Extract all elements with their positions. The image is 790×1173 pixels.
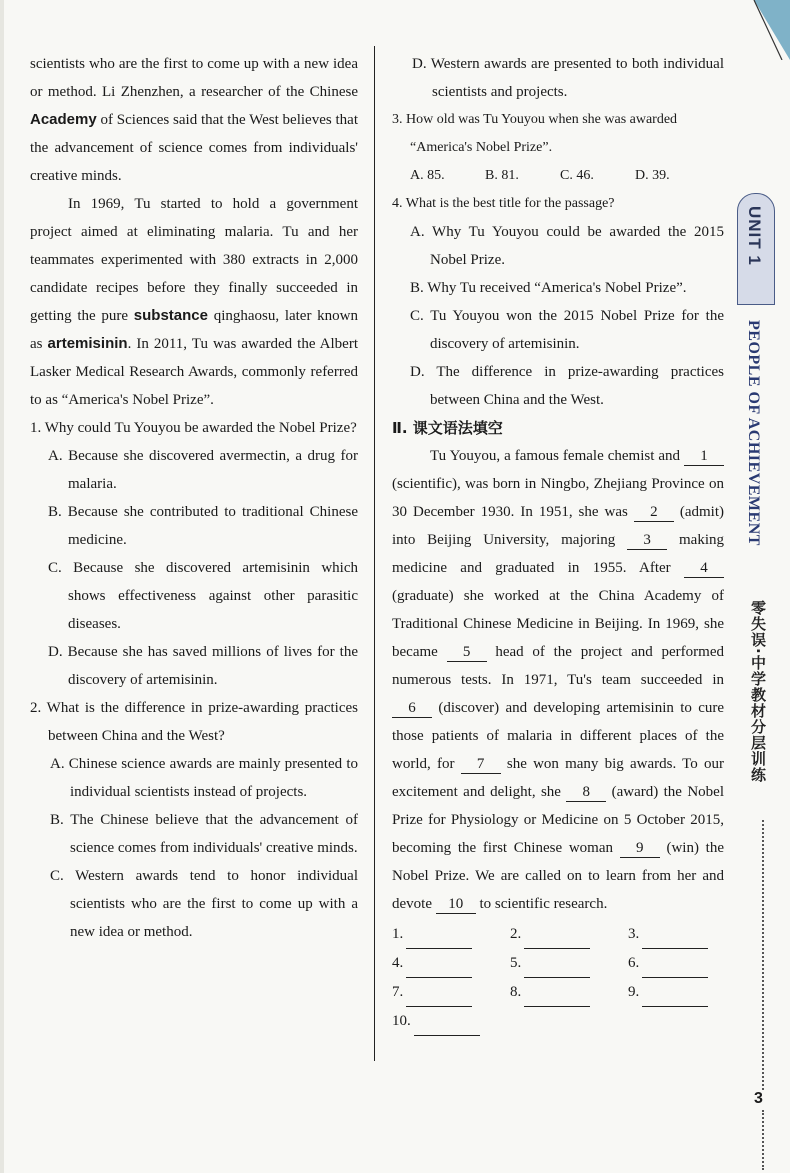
corner-decoration: [742, 0, 790, 60]
answer-3[interactable]: 3.: [628, 920, 746, 949]
answer-4-line[interactable]: [406, 959, 472, 978]
question-4-option-c[interactable]: C. Tu Youyou won the 2015 Nobel Prize for the discovery of artemisinin.: [410, 308, 724, 352]
right-column: [392, 50, 724, 1036]
blank-1: 1: [684, 447, 724, 466]
answer-1[interactable]: 1.: [392, 920, 510, 949]
cloze-passage: Tu Youyou, a famous female chemist and 1 (scientific), was born in Ningbo, Zhejiang Province on 30 December 1930. In 1951, she was 2 (admit) into Beijing University, majoring 3 making medicine and graduated in 1955. After 4 (graduate) she worked at the China Academy of Traditional Chinese Medicine in Beijing. In 1969, she became 5 head of the project and performed numerous tests. In 1971, Tu's team succeeded in 6 (discover) and developing artemisinin to cure those patients of malaria in different places of the world, for 7 she won many big awards. To our excitement and delight, she 8 (award) the Nobel Prize for Physiology or Medicine on 5 October 2015, becoming the first Chinese woman 9 (win) the Nobel Prize. We are called on to learn from her and devote 10 to scientific research.: [392, 448, 724, 912]
answer-10[interactable]: 10.: [392, 1007, 510, 1036]
question-1-option-b[interactable]: B. Because she contributed to traditional Chinese medicine.: [48, 504, 358, 548]
dotted-rule: [762, 820, 766, 1090]
question-3-option-b[interactable]: B. 81.: [485, 168, 519, 183]
question-4-option-d[interactable]: D. The difference in prize-awarding practices between China and the West.: [410, 364, 724, 408]
answer-1-line[interactable]: [406, 930, 472, 949]
question-3-option-a[interactable]: A. 85.: [410, 168, 445, 183]
section-2-title: Ⅱ. 课文语法填空: [392, 419, 503, 437]
question-3-option-d[interactable]: D. 39.: [635, 168, 670, 183]
answer-6-line[interactable]: [642, 959, 708, 978]
question-1-option-c[interactable]: C. Because she discovered artemisinin which shows effectiveness against other parasitic diseases.: [48, 560, 358, 632]
answer-10-line[interactable]: [414, 1017, 480, 1036]
question-2-option-b[interactable]: B. The Chinese believe that the advancement of science comes from individuals' creative minds.: [50, 812, 358, 856]
answer-5[interactable]: 5.: [510, 949, 628, 978]
question-2-option-d[interactable]: D. Western awards are presented to both individual scientists and projects.: [412, 56, 724, 100]
question-2-stem: 2. What is the difference in prize-awarding practices between China and the West?: [30, 700, 358, 744]
unit-label: UNIT 1: [745, 206, 764, 266]
unit-tab: [737, 193, 775, 305]
answer-6[interactable]: 6.: [628, 949, 746, 978]
question-1-option-a[interactable]: A. Because she discovered avermectin, a drug for malaria.: [48, 448, 358, 492]
answer-5-line[interactable]: [524, 959, 590, 978]
answer-9[interactable]: 9.: [628, 978, 746, 1007]
keyword-substance: substance: [133, 307, 208, 324]
question-4-option-a[interactable]: A. Why Tu Youyou could be awarded the 2015 Nobel Prize.: [410, 224, 724, 268]
answer-8-line[interactable]: [524, 988, 590, 1007]
blank-10: 10: [436, 895, 476, 914]
left-column: [30, 50, 358, 946]
dotted-rule-bottom: [762, 1110, 766, 1170]
unit-theme-label: PEOPLE OF ACHIEVEMENT: [745, 320, 762, 546]
question-2-option-c[interactable]: C. Western awards tend to honor individual scientists who are the first to come up with a new idea or method.: [50, 868, 358, 940]
answer-3-line[interactable]: [642, 930, 708, 949]
blank-6: 6: [392, 699, 432, 718]
blank-4: 4: [684, 559, 724, 578]
keyword-artemisinin: artemisinin: [47, 335, 128, 352]
question-4-stem: 4. What is the best title for the passage?: [392, 196, 615, 211]
answer-2-line[interactable]: [524, 930, 590, 949]
question-2-option-a[interactable]: A. Chinese science awards are mainly presented to individual scientists instead of projects.: [50, 756, 358, 800]
blank-8: 8: [566, 783, 606, 802]
question-3-options: [392, 162, 724, 190]
question-1-option-d[interactable]: D. Because she has saved millions of lives for the discovery of artemisinin.: [48, 644, 358, 688]
blank-3: 3: [627, 531, 667, 550]
question-1-stem: 1. Why could Tu Youyou be awarded the Nobel Prize?: [30, 420, 357, 436]
series-title: 零失误·中学教材分层训练: [749, 600, 767, 783]
blank-7: 7: [461, 755, 501, 774]
page-edge: [0, 0, 4, 1173]
answer-grid: [392, 920, 724, 1036]
answer-8[interactable]: 8.: [510, 978, 628, 1007]
question-3-option-c[interactable]: C. 46.: [560, 168, 594, 183]
question-3-stem: 3. How old was Tu Youyou when she was awarded “America's Nobel Prize”.: [392, 112, 678, 155]
blank-2: 2: [634, 503, 674, 522]
page-number: 3: [754, 1090, 763, 1107]
answer-9-line[interactable]: [642, 988, 708, 1007]
blank-9: 9: [620, 839, 660, 858]
answer-7[interactable]: 7.: [392, 978, 510, 1007]
passage-paragraph-1: scientists who are the first to come up with a new idea or method. Li Zhenzhen, a researcher of the Chinese Academy of Sciences said that the West believes that the advancement of science comes from individuals' creative minds.: [30, 56, 358, 184]
question-4-option-b[interactable]: B. Why Tu received “America's Nobel Prize”.: [410, 280, 687, 296]
answer-7-line[interactable]: [406, 988, 472, 1007]
column-divider: [374, 46, 375, 1061]
answer-4[interactable]: 4.: [392, 949, 510, 978]
keyword-academy: Academy: [30, 111, 97, 128]
passage-paragraph-2: In 1969, Tu started to hold a government project aimed at eliminating malaria. Tu and her teammates experimented with 380 extracts in 2,000 candidate recipes before they finally succeeded in getting the pure substance qinghaosu, later known as artemisinin. In 2011, Tu was awarded the Albert Lasker Medical Research Awards, commonly referred to as “America's Nobel Prize”.: [30, 196, 359, 408]
answer-2[interactable]: 2.: [510, 920, 628, 949]
blank-5: 5: [447, 643, 487, 662]
